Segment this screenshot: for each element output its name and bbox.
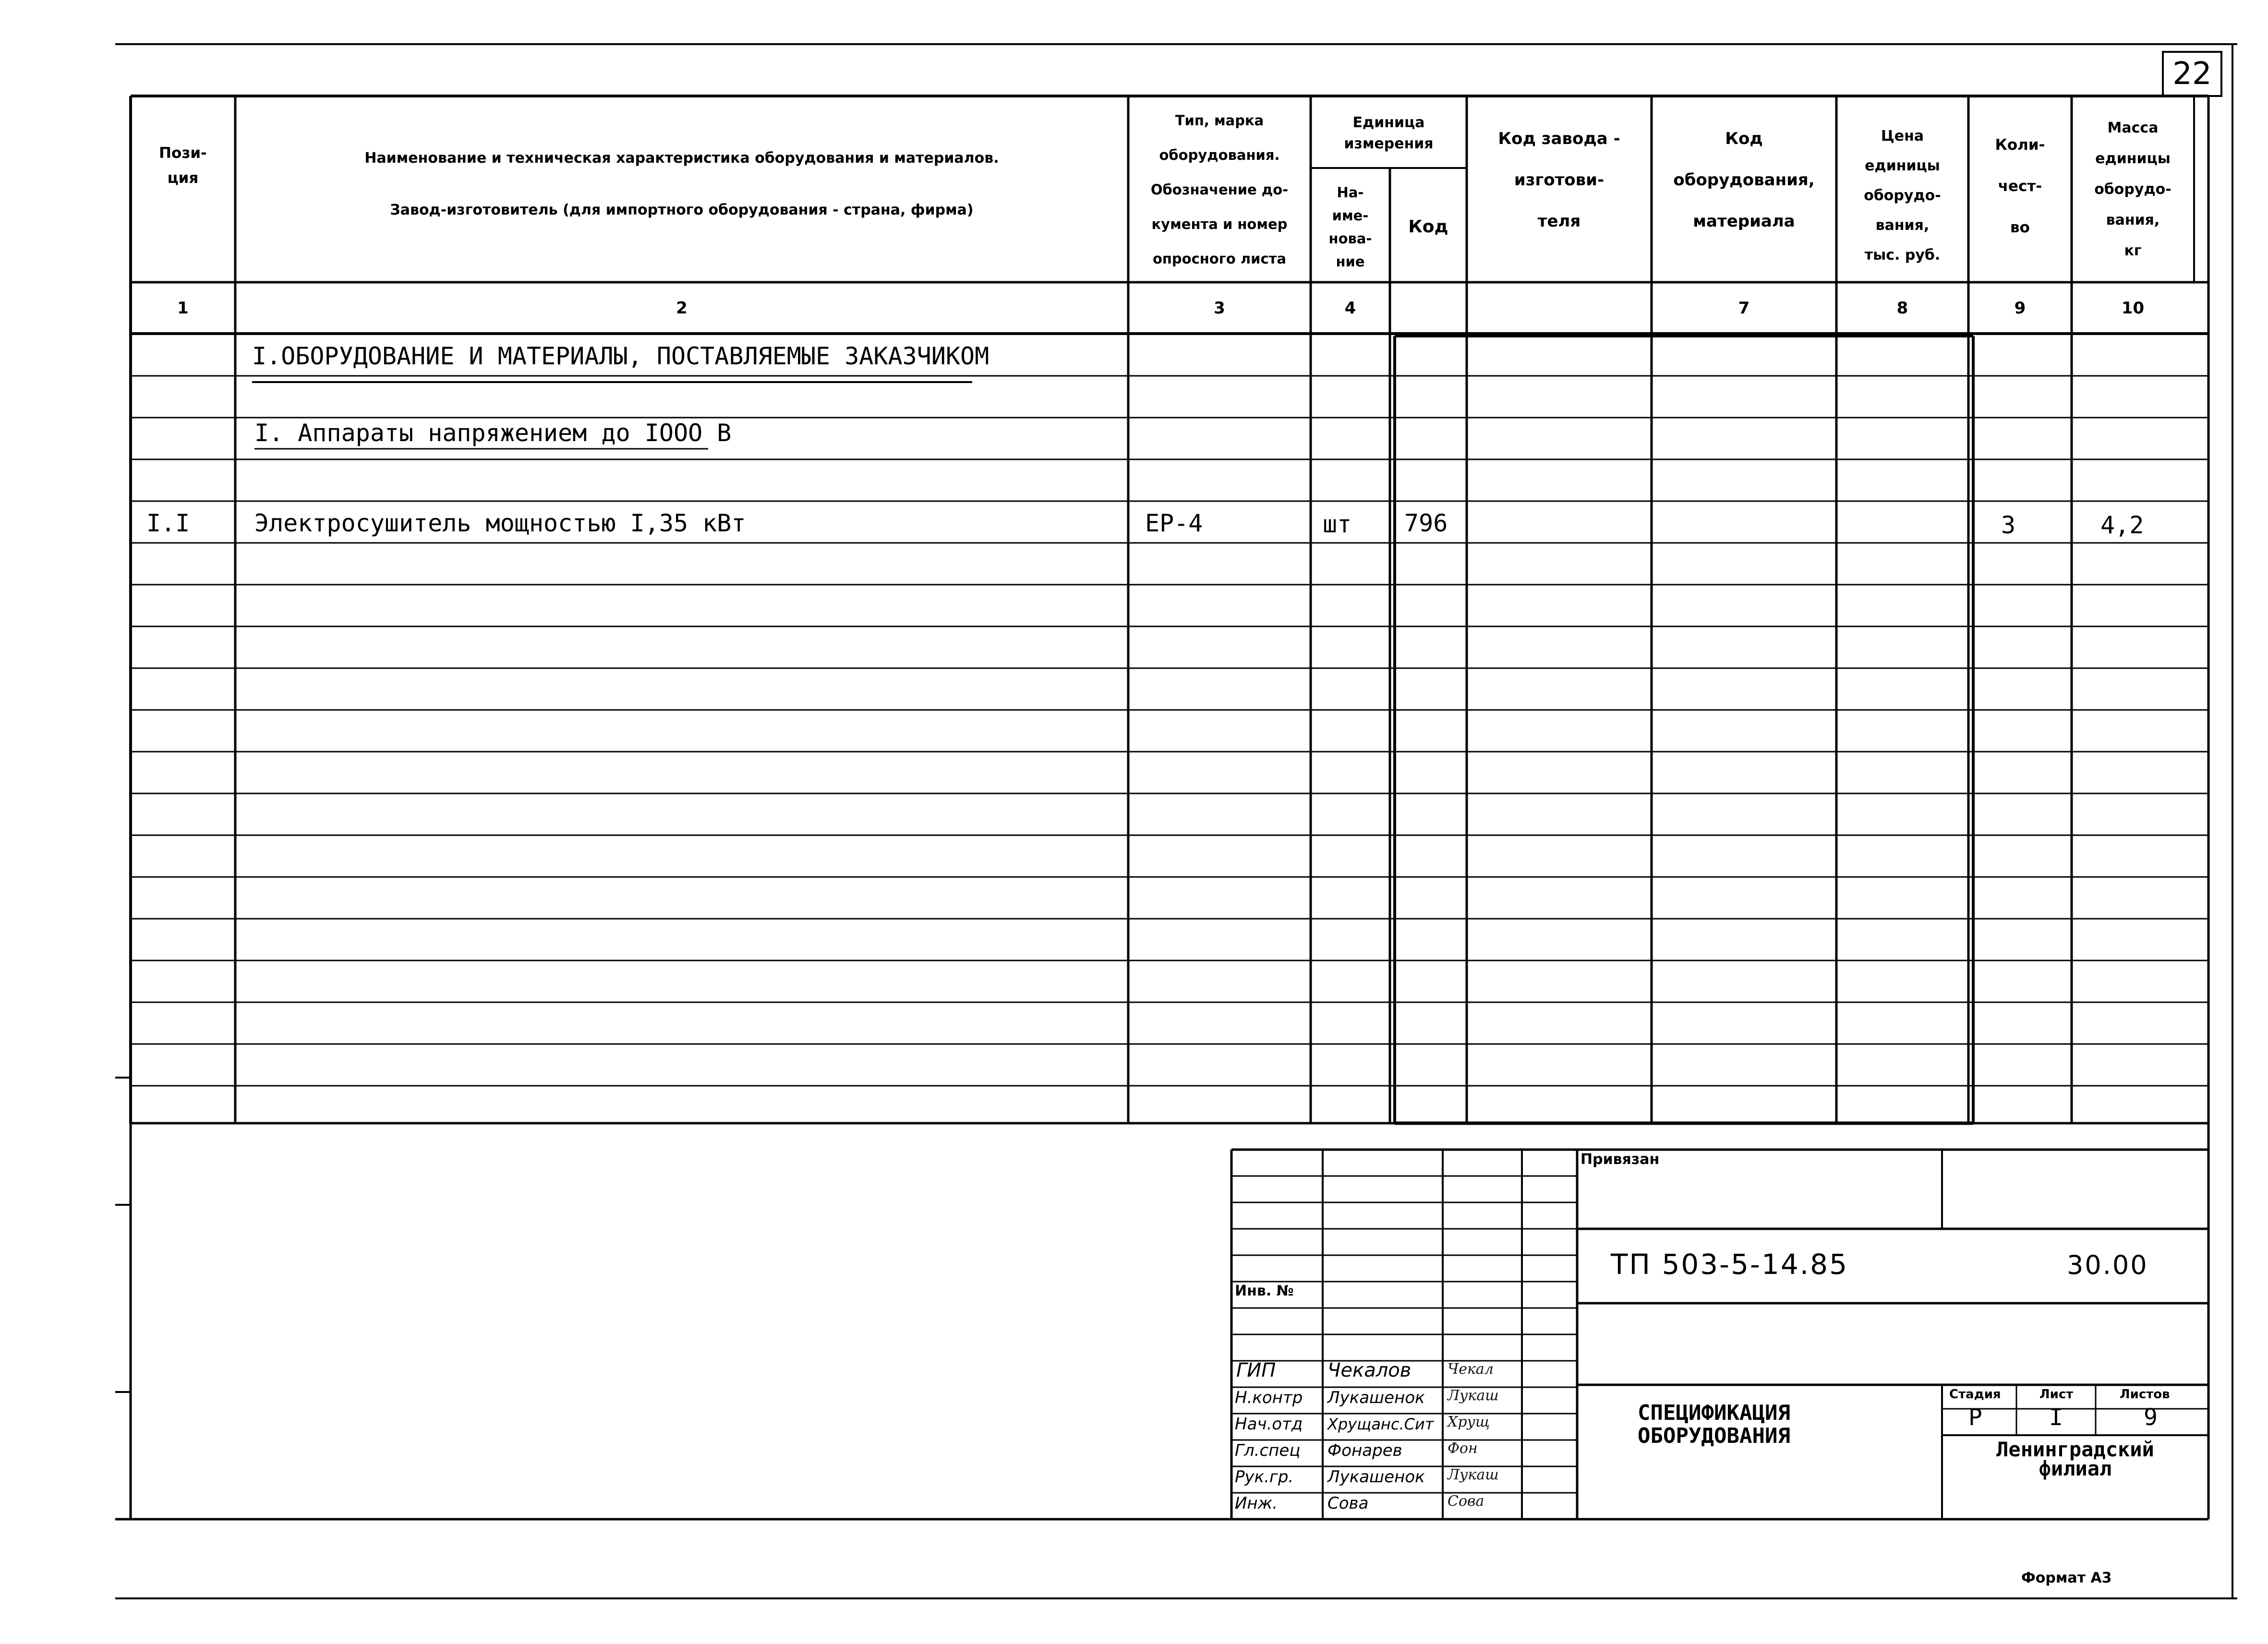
stamp-person-name: Лукашенок — [1327, 1467, 1425, 1487]
header-unit-group: Единица измерения — [1344, 114, 1434, 152]
header-name-line2: Завод-изготовитель (для импортного оборудования - страна, фирма) — [390, 202, 974, 218]
header-equipment-code: Код оборудования, материала — [1673, 129, 1815, 231]
colnum-10: 10 — [2121, 298, 2145, 318]
header-manufacturer-code: Код завода - изготови- теля — [1498, 129, 1620, 231]
stamp-signature: Лукаш — [1448, 1387, 1499, 1404]
header-quantity: Коли- чест- во — [1995, 136, 2045, 236]
stamp-person-name: Хрущанс.Сит — [1327, 1415, 1434, 1433]
stamp-sheets-label: Листов — [2120, 1387, 2170, 1402]
stamp-person-name: Фонарев — [1327, 1441, 1402, 1460]
stamp-sheets: 9 — [2144, 1404, 2158, 1431]
stamp-signature: Чекал — [1448, 1361, 1494, 1378]
subsection-title: I. Аппараты напряжением до IOOO В — [254, 419, 732, 447]
stamp-sheet: I — [2049, 1404, 2063, 1431]
stamp-role: Нач.отд — [1235, 1415, 1303, 1434]
colnum-4: 4 — [1344, 298, 1356, 318]
stamp-inv-no: Инв. № — [1235, 1283, 1294, 1299]
header-type: Тип, марка оборудования. Обозначение до- кумента и номер опросного листа — [1150, 112, 1289, 267]
stamp-doc-sheet: 30.00 — [2067, 1250, 2148, 1280]
colnum-2: 2 — [676, 298, 688, 318]
item-mass: 4,2 — [2100, 511, 2144, 539]
stamp-signature: Сова — [1448, 1493, 1484, 1510]
colnum-9: 9 — [2014, 298, 2026, 318]
stamp-title: СПЕЦИФИКАЦИЯ ОБОРУДОВАНИЯ — [1638, 1401, 1790, 1448]
item-type: ЕР-4 — [1145, 509, 1203, 537]
stamp-signature: Хрущ — [1448, 1414, 1490, 1430]
header-name-line1: Наименование и техническая характеристика оборудования и материалов. — [364, 150, 999, 167]
colnum-8: 8 — [1896, 298, 1908, 318]
stamp-doc-code: ТП 503-5-14.85 — [1611, 1248, 1848, 1281]
colnum-1: 1 — [177, 298, 189, 318]
header-price: Цена единицы оборудо- вания, тыс. руб. — [1864, 127, 1941, 264]
stamp-role: Гл.спец — [1235, 1441, 1301, 1460]
item-name: Электросушитель мощностью I,35 кВт — [254, 509, 746, 537]
stamp-role: Рук.гр. — [1235, 1467, 1294, 1487]
stamp-role: Инж. — [1235, 1494, 1278, 1513]
item-unit-code: 796 — [1404, 509, 1448, 537]
header-unit-name: На- име- нова- ние — [1328, 184, 1372, 270]
header-mass: Масса единицы оборудо- вания, кг — [2094, 120, 2171, 259]
section-title: I.ОБОРУДОВАНИЕ И МАТЕРИАЛЫ, ПОСТАВЛЯЕМЫЕ ЗАКАЗЧИКОМ — [252, 342, 989, 370]
stamp-organization: Ленинградский филиал — [1996, 1438, 2154, 1480]
stamp-signature: Лукаш — [1448, 1466, 1499, 1483]
item-unit: шт — [1323, 510, 1352, 538]
format-label: Формат А3 — [2021, 1570, 2112, 1586]
stamp-role: ГИП — [1236, 1359, 1276, 1381]
colnum-3: 3 — [1214, 298, 1225, 318]
header-position: Пози- ция — [159, 144, 207, 187]
header-unit-code: Код — [1408, 216, 1448, 237]
stamp-sheet-label: Лист — [2039, 1387, 2074, 1402]
stamp-person-name: Лукашенок — [1327, 1388, 1425, 1407]
stamp-stage: Р — [1968, 1404, 1982, 1431]
stamp-person-name: Чекалов — [1327, 1359, 1411, 1381]
page-number: 22 — [2172, 56, 2212, 92]
stamp-privyazan: Привязан — [1580, 1151, 1660, 1168]
stamp-person-name: Сова — [1327, 1494, 1369, 1513]
stamp-signature: Фон — [1448, 1440, 1478, 1457]
stamp-role: Н.контр — [1235, 1388, 1303, 1407]
stamp-stage-label: Стадия — [1949, 1387, 2001, 1402]
item-quantity: 3 — [2001, 511, 2016, 539]
colnum-7: 7 — [1738, 298, 1750, 318]
item-position: I.I — [146, 509, 190, 537]
